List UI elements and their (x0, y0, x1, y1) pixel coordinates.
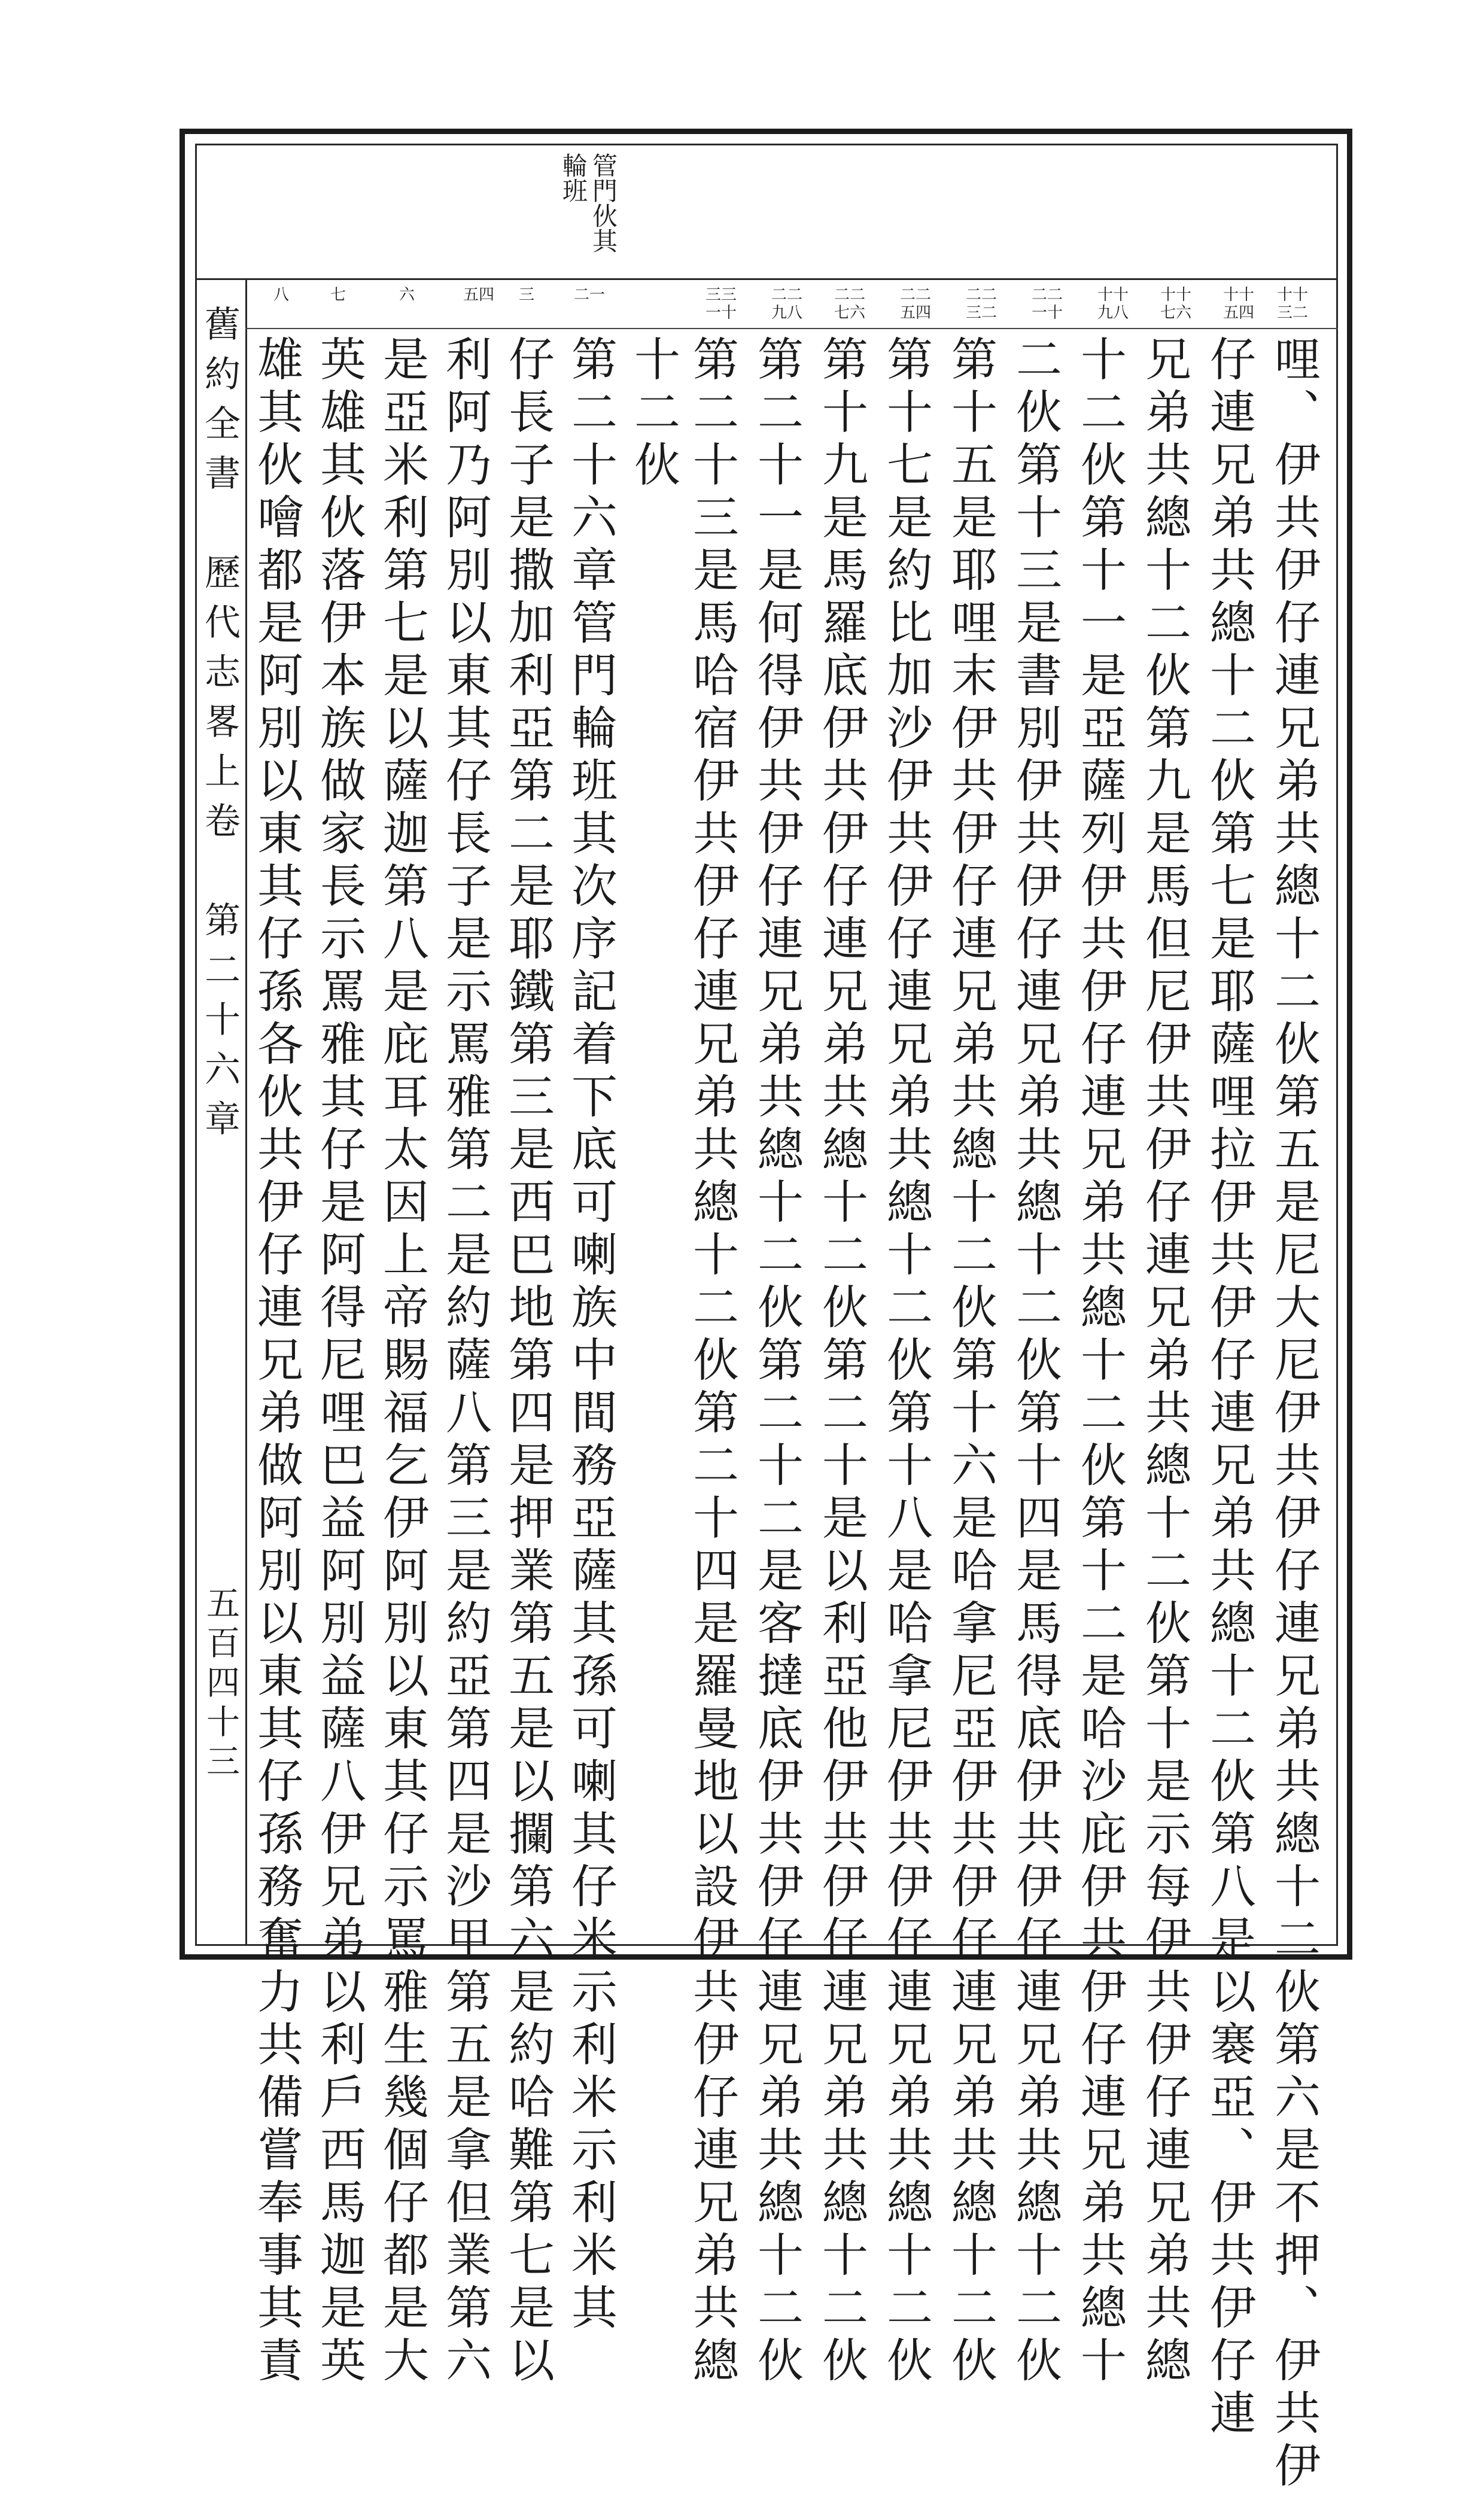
verse-number: 二二 七六 (834, 286, 865, 322)
page-number: 五百四十三 (201, 1586, 240, 1783)
text-column: 哩、伊共伊仔連兄弟共總十二伙第五是尼大尼伊共伊仔連兄弟共總十二伙第六是不押、伊共伊 (1267, 335, 1320, 2494)
verse-number: 十十 三二 (1276, 286, 1308, 322)
verse-number: 二二 九八 (771, 286, 802, 322)
text-column: 第十五是耶哩末伊共伊仔連兄弟共總十二伙第十六是哈拿尼亞伊共伊仔連兄弟共總十二伙 (944, 335, 997, 2389)
verse-number: 七 (330, 286, 346, 304)
text-column: 第二十三是馬哈宿伊共伊仔連兄弟共總十二伙第二十四是羅曼地以設伊共伊仔連兄弟共總 (685, 335, 738, 2389)
verse-number: 三三 一十 (705, 286, 737, 322)
text-column: 兄弟共總十二伙第九是馬但尼伊共伊仔連兄弟共總十二伙第十是示每伊共伊仔連兄弟共總 (1138, 335, 1191, 2389)
text-column: 仔連兄弟共總十二伙第七是耶薩哩拉伊共伊仔連兄弟共總十二伙第八是以褰亞、伊共伊仔連 (1202, 335, 1255, 2441)
text-column: 第十九是馬羅底伊共伊仔連兄弟共總十二伙第二十是以利亞他伊共伊仔連兄弟共總十二伙 (814, 335, 868, 2389)
verse-number: 八 (273, 286, 289, 304)
verse-number: 三 (518, 286, 534, 304)
header-note-line-1: 管門伙其 (589, 153, 618, 253)
header-rule (195, 278, 1338, 280)
verse-number: 六 (399, 286, 415, 304)
verse-number: 十十 七六 (1160, 286, 1191, 322)
text-column: 二伙第十三是書別伊共伊仔連兄弟共總十二伙第十四是馬得底伊共伊仔連兄弟共總十二伙 (1008, 335, 1062, 2389)
text-column: 英雄其伙落伊本族做家長示罵雅其仔是阿得尼哩巴益阿別益薩八伊兄弟以利戶西馬迦是英 (312, 335, 366, 2389)
header-note-line-2: 輪班 (559, 153, 588, 203)
verse-number-rule (245, 328, 1338, 329)
text-column: 第二十六章管門輪班其次序記着下底可喇族中間務亞薩其孫可喇其仔米示利米示利米其 (564, 335, 617, 2336)
margin-rule (245, 278, 247, 1946)
text-column: 十二伙第十一是亞薩列伊共伊仔連兄弟共總十二伙第十二是哈沙庇伊共伊仔連兄弟共總十 (1073, 335, 1126, 2389)
verse-number: 二二 五四 (899, 286, 931, 322)
verse-number: 十十 五四 (1223, 286, 1254, 322)
verse-number: 二一 (573, 286, 605, 304)
text-column: 仔長子是撒加利亞第二是耶鐵第三是西巴地第四是押業第五是以攔第六是約哈難第七是以 (501, 335, 554, 2389)
text-column: 是亞米利第七是以薩迦第八是庇耳太因上帝賜福乞伊阿別以東其仔示罵雅生幾個仔都是大 (375, 335, 428, 2389)
text-column: 雄其伙噲都是阿別以東其仔孫各伙共伊仔連兄弟做阿別以東其仔孫務奮力共備嘗奉事其責 (250, 335, 303, 2389)
text-column: 十二伙 (627, 335, 680, 493)
running-head: 舊約全書 歷代志畧上卷 第二十六章 (199, 305, 241, 1149)
verse-number: 二二 三二 (965, 286, 997, 322)
verse-number: 二二 一十 (1031, 286, 1063, 322)
text-column: 第二十一是何得伊共伊仔連兄弟共總十二伙第二十二是客撻底伊共伊仔連兄弟共總十二伙 (750, 335, 803, 2389)
text-column: 第十七是約比加沙伊共伊仔連兄弟共總十二伙第十八是哈拿尼伊共伊仔連兄弟共總十二伙 (879, 335, 932, 2389)
text-column: 利阿乃阿別以東其仔長子是示罵雅第二是約薩八第三是約亞第四是沙甲第五是拿但業第六 (438, 335, 491, 2389)
verse-number: 十十 九八 (1097, 286, 1129, 322)
verse-number: 五四 (463, 286, 494, 304)
